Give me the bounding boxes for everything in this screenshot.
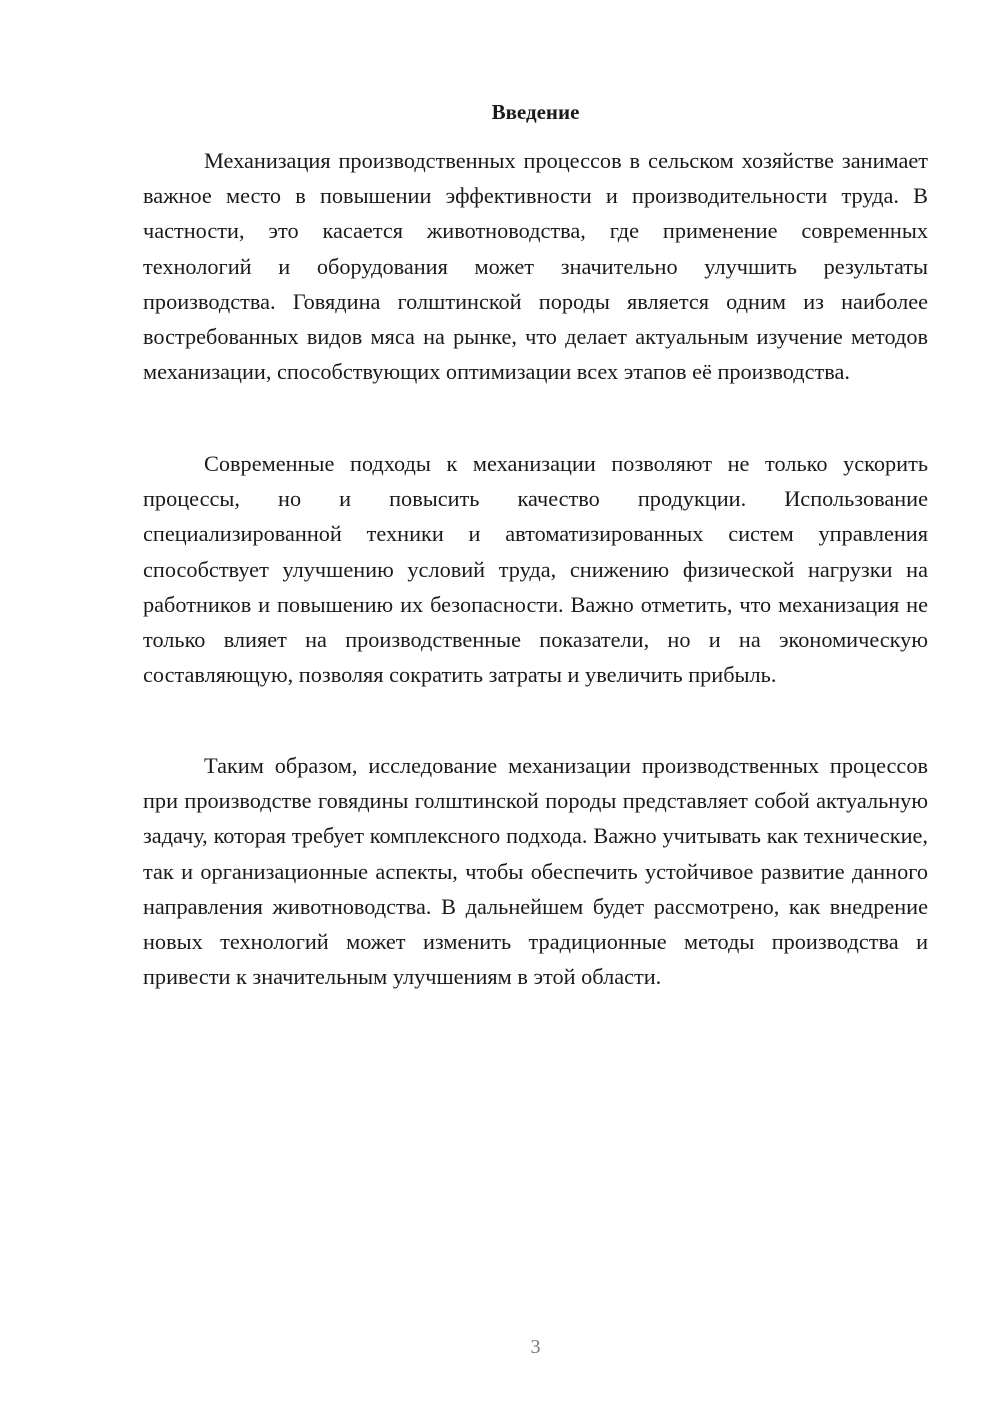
page-number: 3 [530, 1336, 541, 1358]
paragraph-1: Механизация производственных процессов в сельском хозяйстве занимает важное место в повышении эффективности и производительности труда. В частности, это касается животноводства, где применение современных технологий и оборудования может значительно улучшить результаты производства. Говядина голштинской породы является одним из наиболее востребованных видов мяса на рынке, что делает актуальным изучение методов механизации, способствующих оптимизации всех этапов её производства. [143, 148, 928, 385]
section-heading: Введение [491, 100, 580, 124]
paragraph-2: Современные подходы к механизации позволяют не только ускорить процессы, но и повысить качество продукции. Использование специализированной техники и автоматизированных систем управления способствует улучшению условий труда, снижению физической нагрузки на работников и повышению их безопасности. Важно отметить, что механизация не только влияет на производственные показатели, но и на экономическую составляющую, позволяя сократить затраты и увеличить прибыль. [143, 451, 928, 688]
paragraph-3: Таким образом, исследование механизации производственных процессов при производстве говядины голштинской породы представляет собой актуальную задачу, которая требует комплексного подхода. Важно учитывать как технические, так и организационные аспекты, чтобы обеспечить устойчивое развитие данного направления животноводства. В дальнейшем будет рассмотрено, как внедрение новых технологий может изменить традиционные методы производства и привести к значительным улучшениям в этой области. [143, 753, 928, 990]
